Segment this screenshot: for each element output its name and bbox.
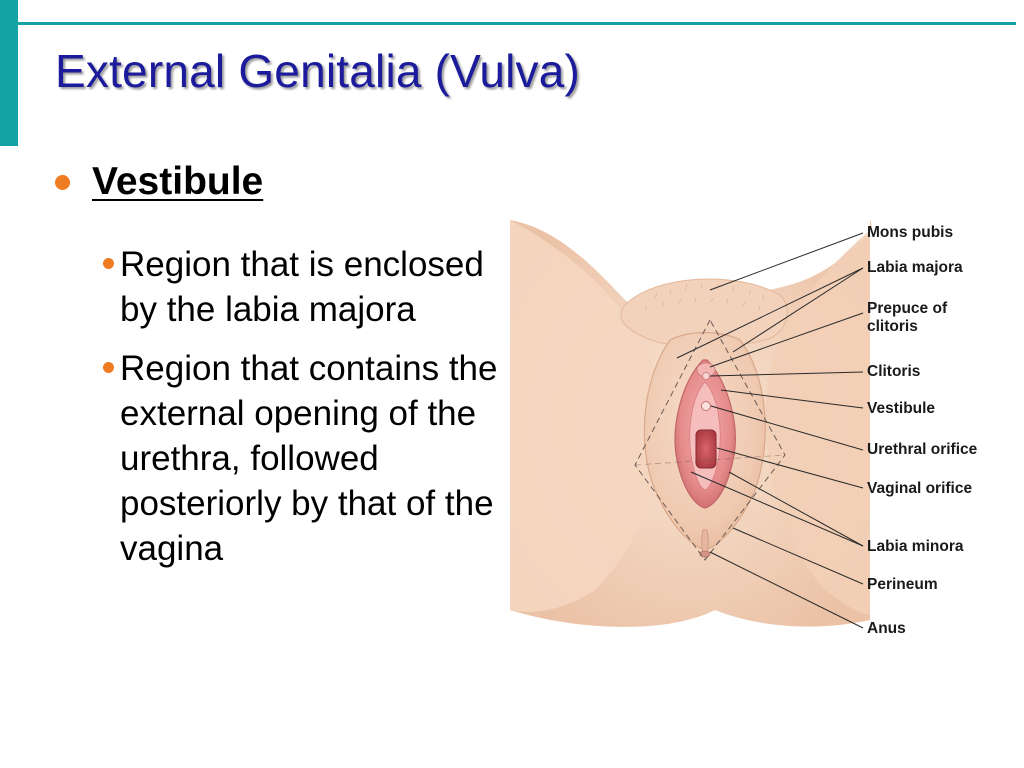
anatomy-figure [505,210,1024,650]
sub-bullet-list [103,242,503,585]
label-urethral-orifice: Urethral orifice [867,441,978,458]
label-anus: Anus [867,620,906,637]
label-prepuce-clitoris: clitoris [867,318,918,335]
label-prepuce: Prepuce of [867,300,948,317]
label-perineum: Perineum [867,576,938,593]
label-vestibule: Vestibule [867,400,936,417]
sub-bullet-1 [103,242,503,332]
accent-bar [0,0,18,146]
clitoris-shape [703,373,710,380]
label-vaginal-orifice: Vaginal orifice [867,480,973,497]
slide-title: External Genitalia (Vulva) [55,45,581,97]
vestibule-heading: Vestibule [92,160,264,203]
anus-shape [700,551,710,557]
label-mons-pubis: Mons pubis [867,224,954,241]
bullet-dot-icon [55,175,70,190]
title-rule [18,22,1016,25]
bullet-dot-icon [103,258,114,269]
label-labia-majora: Labia majora [867,259,963,276]
sub-bullet-text: Region that contains the external opening of the urethra, followed posteriorly by that of the vagina [120,349,498,568]
label-labia-minora: Labia minora [867,538,964,555]
bullet-dot-icon [103,362,114,373]
bullet-vestibule [55,160,263,204]
label-clitoris: Clitoris [867,363,921,380]
sub-bullet-2 [103,346,503,571]
urethral-orifice-shape [702,402,711,411]
sub-bullet-text: Region that is enclosed by the labia majora [120,245,484,329]
vaginal-orifice-shape [696,430,716,468]
